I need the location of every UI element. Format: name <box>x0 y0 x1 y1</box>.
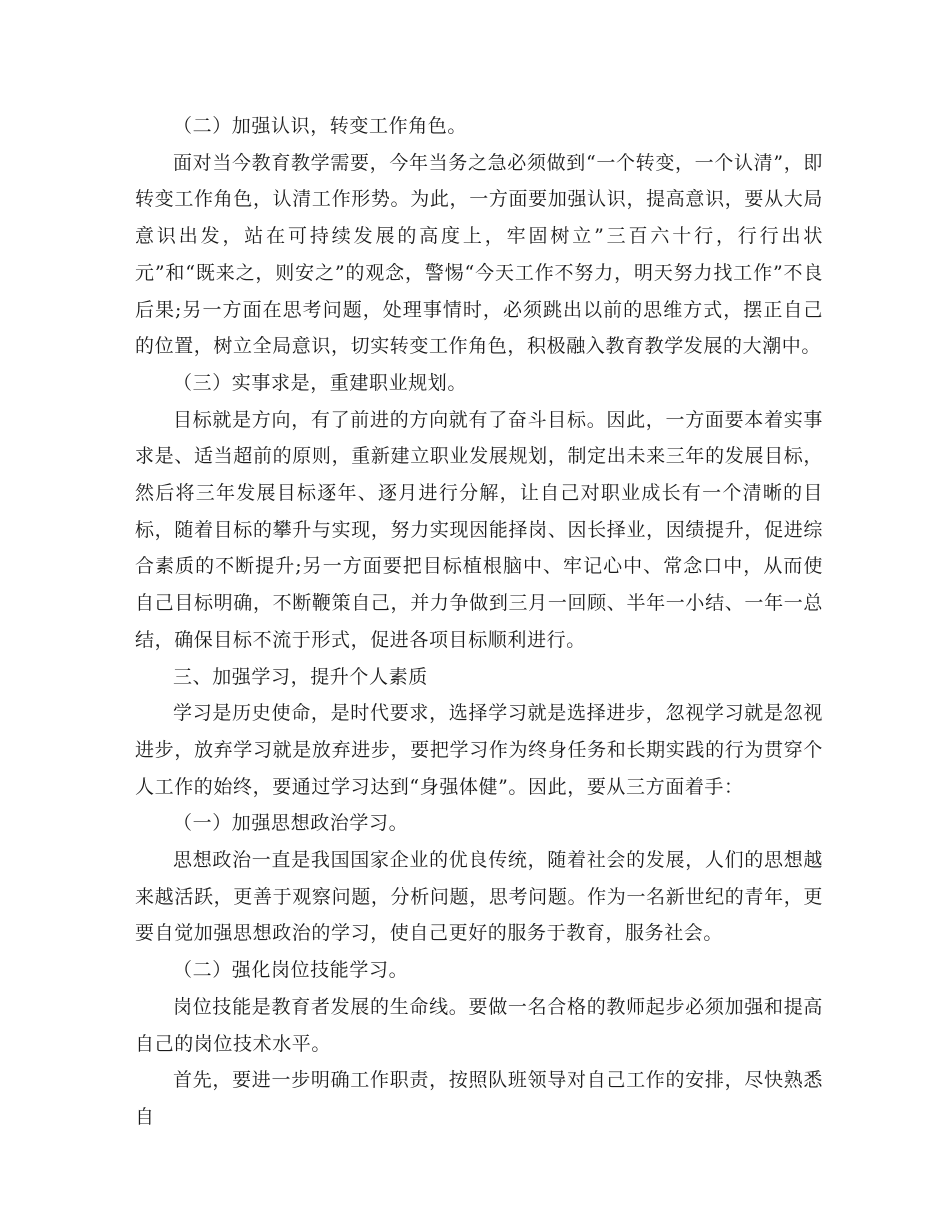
body-paragraph-role-change: 面对当今教育教学需要，今年当务之急必须做到“一个转变，一个认清”，即转变工作角色，认清工作形势。为此，一方面要加强认识，提高意识，要从大局意识出发，站在可持续发展的高度上，牢固树立”三百六十行，行行出状元”和“既来之，则安之”的观念，警惕“今天工作不努力，明天努力找工作”不良后果;另一方面在思考问题，处理事情时，必须跳出以前的思维方式，摆正自己的位置，树立全局意识，切实转变工作角色，积极融入教育教学发展的大潮中。 <box>135 151 823 358</box>
section-heading-career-planning: （三）实事求是，重建职业规划。 <box>173 371 468 394</box>
body-paragraph-job-skills: 岗位技能是教育者发展的生命线。要做一名合格的教师起步必须加强和提高自己的岗位技术水平。 <box>135 995 823 1055</box>
body-paragraph-goals: 目标就是方向，有了前进的方向就有了奋斗目标。因此，一方面要本着实事求是、适当超前的原则，重新建立职业发展规划，制定出未来三年的发展目标，然后将三年发展目标逐年、逐月进行分解，让自己对职业成长有一个清晰的目标，随着目标的攀升与实现，努力实现因能择岗、因长择业，因绩提升，促进综合素质的不断提升;另一方面要把目标植根脑中、牢记心中、常念口中，从而使自己目标明确，不断鞭策自己，并力争做到三月一回顾、半年一小结、一年一总结，确保目标不流于形式，促进各项目标顺利进行。 <box>135 408 823 651</box>
section-heading-job-skills: （二）强化岗位技能学习。 <box>173 959 409 982</box>
body-paragraph-learning: 学习是历史使命，是时代要求，选择学习就是选择进步，忽视学习就是忽视进步，放弃学习就是放弃进步，要把学习作为终身任务和长期实践的行为贯穿个人工作的始终，要通过学习达到“身强体健”。因此，要从三方面着手： <box>135 702 823 798</box>
document-body <box>135 108 823 1136</box>
body-paragraph-political-study: 思想政治一直是我国国家企业的优良传统，随着社会的发展，人们的思想越来越活跃，更善于观察问题，分析问题，思考问题。作为一名新世纪的青年，更要自觉加强思想政治的学习，使自己更好的服务于教育，服务社会。 <box>135 849 823 945</box>
body-paragraph-first-step: 首先，要进一步明确工作职责，按照队班领导对自己工作的安排，尽快熟悉自 <box>135 1069 823 1128</box>
section-heading-political-study: （一）加强思想政治学习。 <box>173 812 409 835</box>
section-heading-strengthen-learning: 三、加强学习，提升个人素质 <box>173 665 428 688</box>
section-heading-strengthen-awareness: （二）加强认识，转变工作角色。 <box>173 115 468 137</box>
